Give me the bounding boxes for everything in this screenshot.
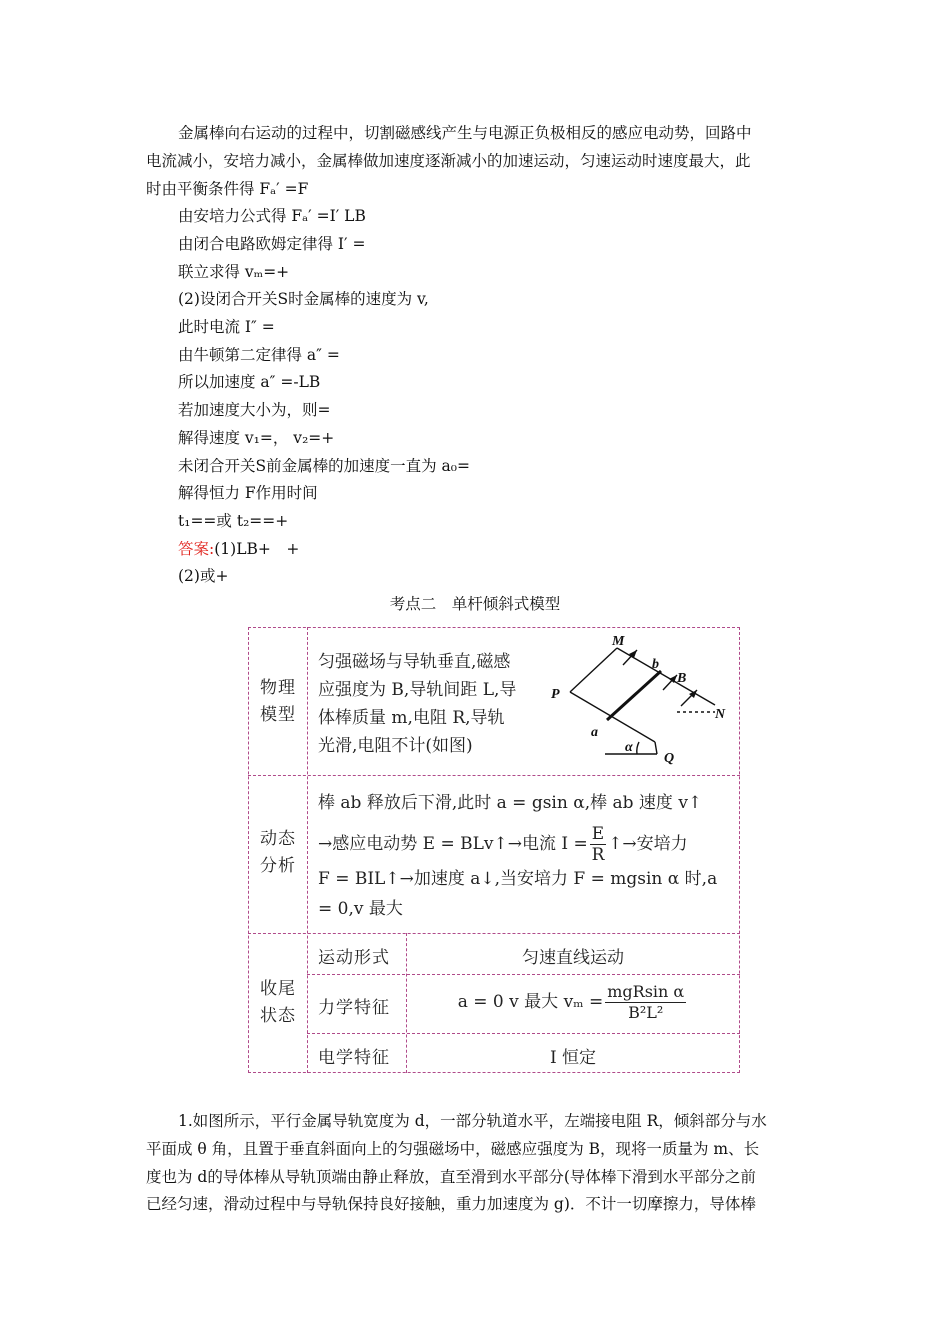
solution-line: 解得速度 v₁=， v₂=+ (178, 429, 335, 447)
fraction-denominator: R (591, 845, 605, 865)
answer-text: (1)LB+ + (214, 540, 300, 558)
answer-line (178, 539, 299, 559)
table-divider (307, 1033, 740, 1034)
solution-line: 金属棒向右运动的过程中，切割磁感线产生与电源正负极相反的感应电动势，回路中 (178, 124, 752, 142)
rail-end (655, 742, 657, 754)
problem-line: 已经匀速，滑动过程中与导轨保持良好接触，重力加速度为 g)．不计一切摩擦力，导体棒 (146, 1195, 756, 1213)
alpha-arc (637, 742, 639, 754)
label-B: B (677, 671, 687, 686)
fraction-E-over-R (590, 824, 606, 865)
sub-label-motion: 运动形式 (318, 948, 390, 968)
fraction-numerator: mgRsin α (607, 982, 685, 1001)
solution-line: 时由平衡条件得 Fₐ′ =F (146, 180, 309, 198)
dynamics-line: 棒 ab 释放后下滑,此时 a = gsin α,棒 ab 速度 v↑ (318, 793, 703, 813)
solution-line: 所以加速度 a″ =-LB (178, 373, 321, 391)
dynamics-line: = 0,v 最大 (318, 899, 403, 919)
solution-line: 联立求得 vₘ=+ (178, 263, 290, 281)
rod-ab (607, 671, 661, 720)
table-divider (248, 933, 740, 934)
label-a: a (591, 725, 598, 740)
dynamics-line-b: ↑→安培力 (608, 834, 688, 854)
table-divider (248, 775, 740, 776)
label-P: P (551, 687, 560, 702)
solution-line: t₁==或 t₂==+ (178, 512, 289, 530)
table-divider (307, 974, 740, 975)
problem-line: 平面成 θ 角，且置于垂直斜面向上的匀强磁场中，磁感应强度为 B，现将一质量为 m、长 (146, 1140, 760, 1158)
section-title: 考点二 单杆倾斜式模型 (389, 595, 561, 613)
solution-line: 由牛顿第二定律得 a″ = (178, 346, 340, 364)
mechanics-text: a = 0 v 最大 vₘ = (457, 992, 604, 1012)
answer-label: 答案: (178, 540, 215, 558)
mechanics-value (406, 980, 740, 1024)
label-N: N (715, 707, 726, 722)
incline-rail-diagram (545, 630, 737, 770)
motion-value: 匀速直线运动 (522, 948, 624, 968)
label-b: b (652, 657, 659, 672)
rail-left (570, 648, 617, 692)
vm-fraction (605, 982, 686, 1023)
solution-line: 由闭合电路欧姆定律得 I′ = (178, 235, 366, 253)
solution-line: 若加速度大小为，则= (178, 401, 331, 419)
dynamics-text (318, 789, 736, 923)
dynamics-line (318, 823, 736, 865)
model-text-line: 体棒质量 m,电阻 R,导轨 (318, 708, 505, 728)
problem-line: 度也为 d的导体棒从导轨顶端由静止释放，直至滑到水平部分(导体棒下滑到水平部分之前 (146, 1168, 756, 1186)
problem-line: 1.如图所示，平行金属导轨宽度为 d，一部分轨道水平，左端接电阻 R，倾斜部分与水 (178, 1112, 767, 1130)
dynamics-line: F = BIL↑→加速度 a↓,当安培力 F = mgsin α 时,a (318, 869, 718, 889)
solution-line: 电流减小，安培力减小，金属棒做加速度逐渐减小的加速运动，匀速运动时速度最大，此 (146, 152, 751, 170)
solution-line: 解得恒力 F作用时间 (178, 484, 318, 502)
label-alpha: α (625, 740, 633, 755)
sub-label-mechanics: 力学特征 (318, 998, 390, 1018)
dynamics-line-a: →感应电动势 E = BLv↑→电流 I = (318, 834, 588, 854)
table-divider (307, 627, 308, 1073)
label-Q: Q (664, 751, 675, 766)
model-text-line: 应强度为 B,导轨间距 L,导 (318, 680, 517, 700)
answer-line-2: (2)或+ (178, 567, 229, 585)
model-text-line: 匀强磁场与导轨垂直,磁感 (318, 652, 511, 672)
label-M: M (612, 634, 625, 649)
solution-line: 由安培力公式得 Fₐ′ =I′ LB (178, 207, 366, 225)
solution-line: 此时电流 I″ = (178, 318, 275, 336)
row-label-model: 物理 模型 (260, 678, 296, 725)
electric-value: I 恒定 (549, 1048, 597, 1068)
model-description (318, 648, 558, 760)
model-text-line: 光滑,电阻不计(如图) (318, 736, 473, 756)
solution-line: (2)设闭合开关S时金属棒的速度为 v, (178, 290, 429, 308)
fraction-numerator: E (591, 824, 605, 844)
row-label-final-state: 收尾 状态 (260, 979, 296, 1026)
fraction-denominator: B²L² (628, 1003, 664, 1022)
row-label-dynamics: 动态 分析 (260, 829, 296, 876)
sub-label-electric: 电学特征 (318, 1048, 390, 1068)
solution-line: 未闭合开关S前金属棒的加速度一直为 a₀= (178, 457, 470, 475)
